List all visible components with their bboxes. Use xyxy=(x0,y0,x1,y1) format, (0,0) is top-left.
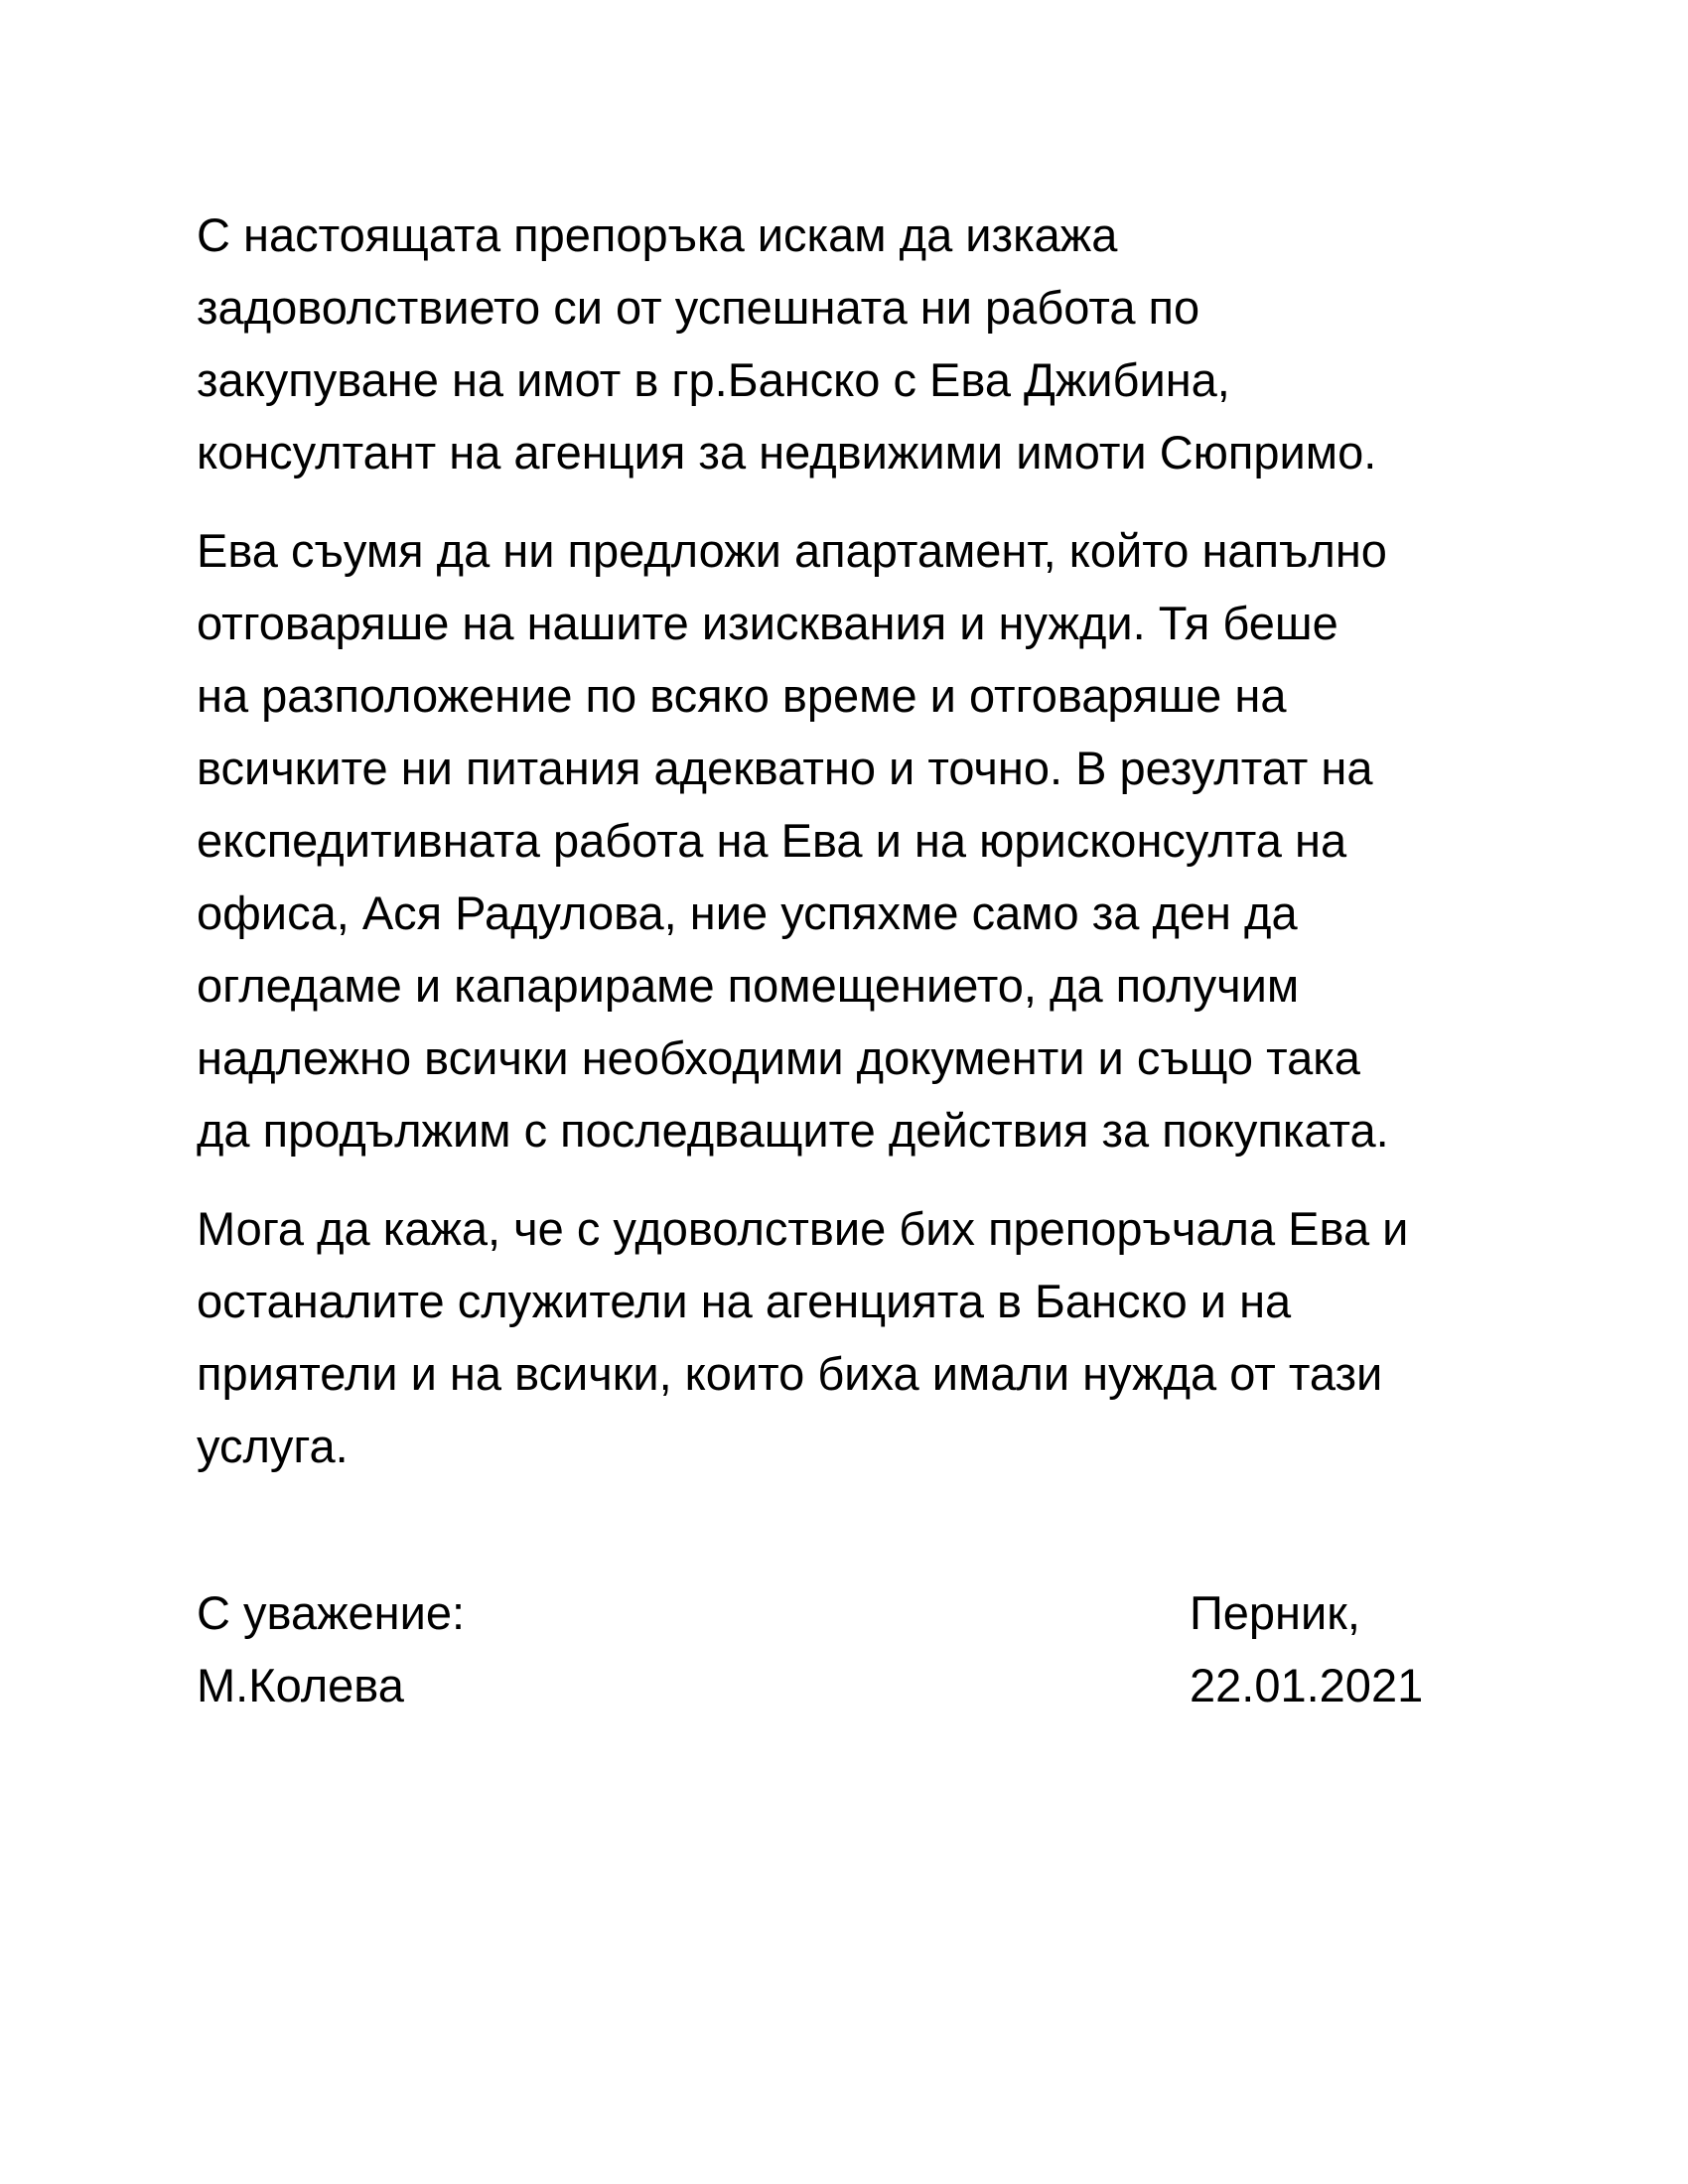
text-line: задоволствието си от успешната ни работа по xyxy=(197,281,1200,334)
signature-name: М.Колева xyxy=(197,1659,404,1711)
text-line: Ева съумя да ни предложи апартамент, който напълно xyxy=(197,524,1387,577)
text-line: надлежно всички необходими документи и също така xyxy=(197,1031,1360,1084)
place: Перник, xyxy=(1190,1586,1360,1639)
text-line: на разположение по всяко време и отговаряше на xyxy=(197,669,1287,722)
date: 22.01.2021 xyxy=(1190,1659,1424,1711)
text-line: консултант на агенция за недвижими имоти Сюпримо. xyxy=(197,426,1377,478)
text-line: закупуване на имот в гр.Банско с Ева Джибина, xyxy=(197,353,1230,406)
text-line: всичките ни питания адекватно и точно. В резултат на xyxy=(197,742,1373,794)
text-line: приятели и на всички, които биха имали нужда от тази xyxy=(197,1347,1383,1400)
paragraph xyxy=(197,514,1507,1166)
letter-closing xyxy=(197,1576,1507,1735)
text-line: Мога да кажа, че с удоволствие бих препоръчала Ева и xyxy=(197,1202,1409,1255)
text-line: отговаряше на нашите изисквания и нужди. Тя беше xyxy=(197,597,1338,649)
sign-off-block xyxy=(197,1576,465,1721)
text-line: останалите служители на агенцията в Банско и на xyxy=(197,1275,1292,1327)
text-line: С настоящата препоръка искам да изкажа xyxy=(197,208,1118,261)
text-line: да продължим с последващите действия за покупката. xyxy=(197,1104,1389,1157)
text-line: услуга. xyxy=(197,1420,349,1472)
paragraph xyxy=(197,1192,1507,1482)
paragraph xyxy=(197,199,1507,488)
salutation: С уважение: xyxy=(197,1586,466,1639)
text-line: огледаме и капарираме помещението, да получим xyxy=(197,959,1300,1012)
place-date-block xyxy=(1190,1576,1423,1721)
letter-body xyxy=(197,199,1507,1508)
text-line: офиса, Ася Радулова, ние успяхме само за ден да xyxy=(197,887,1298,939)
text-line: експедитивната работа на Ева и на юрисконсулта на xyxy=(197,814,1347,867)
